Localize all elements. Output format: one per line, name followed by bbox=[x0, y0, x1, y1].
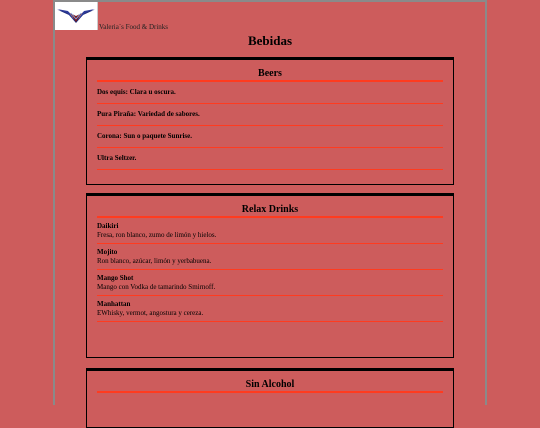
item-name: Pura Piraña: Variedad de sabores. bbox=[97, 110, 200, 118]
menu-item bbox=[97, 126, 443, 148]
wings-logo-icon bbox=[55, 2, 97, 30]
item-description: EWhisky, vermot, angostura y cereza. bbox=[97, 309, 204, 317]
menu-item bbox=[97, 270, 443, 296]
item-name: Manhattan bbox=[97, 300, 131, 308]
item-description: Mango con Vodka de tamarindo Smirnoff. bbox=[97, 283, 216, 291]
section-title-sin-alcohol: Sin Alcohol bbox=[245, 379, 295, 390]
menu-item bbox=[97, 148, 443, 170]
menu-item bbox=[97, 82, 443, 104]
item-name: Mojito bbox=[97, 248, 118, 256]
section-title-relax-drinks: Relax Drinks bbox=[241, 204, 299, 215]
site-logo[interactable] bbox=[55, 2, 98, 30]
page-title: Bebidas bbox=[247, 33, 293, 48]
section-divider bbox=[97, 391, 443, 393]
menu-item bbox=[97, 244, 443, 270]
item-description: Ron blanco, azúcar, limón y yerbabuena. bbox=[97, 257, 212, 265]
menu-item bbox=[97, 296, 443, 322]
menu-item bbox=[97, 218, 443, 244]
item-name: Daikiri bbox=[97, 222, 119, 230]
relax-drinks-section bbox=[86, 193, 454, 358]
sin-alcohol-section bbox=[86, 368, 454, 428]
menu-item bbox=[97, 104, 443, 126]
item-name: Mango Shot bbox=[97, 274, 134, 282]
section-title-beers: Beers bbox=[258, 68, 282, 79]
beers-section bbox=[86, 57, 454, 185]
site-name[interactable]: Valeria´s Food & Drinks bbox=[99, 23, 169, 31]
item-name: Corona: Sun o paquete Sunrise. bbox=[97, 132, 192, 140]
item-name: Ultra Seltzer. bbox=[97, 154, 137, 162]
site-header bbox=[55, 2, 485, 32]
item-name: Dos equis: Clara u oscura. bbox=[97, 88, 176, 96]
item-description: Fresa, ron blanco, zumo de limón y hielos. bbox=[97, 231, 217, 239]
